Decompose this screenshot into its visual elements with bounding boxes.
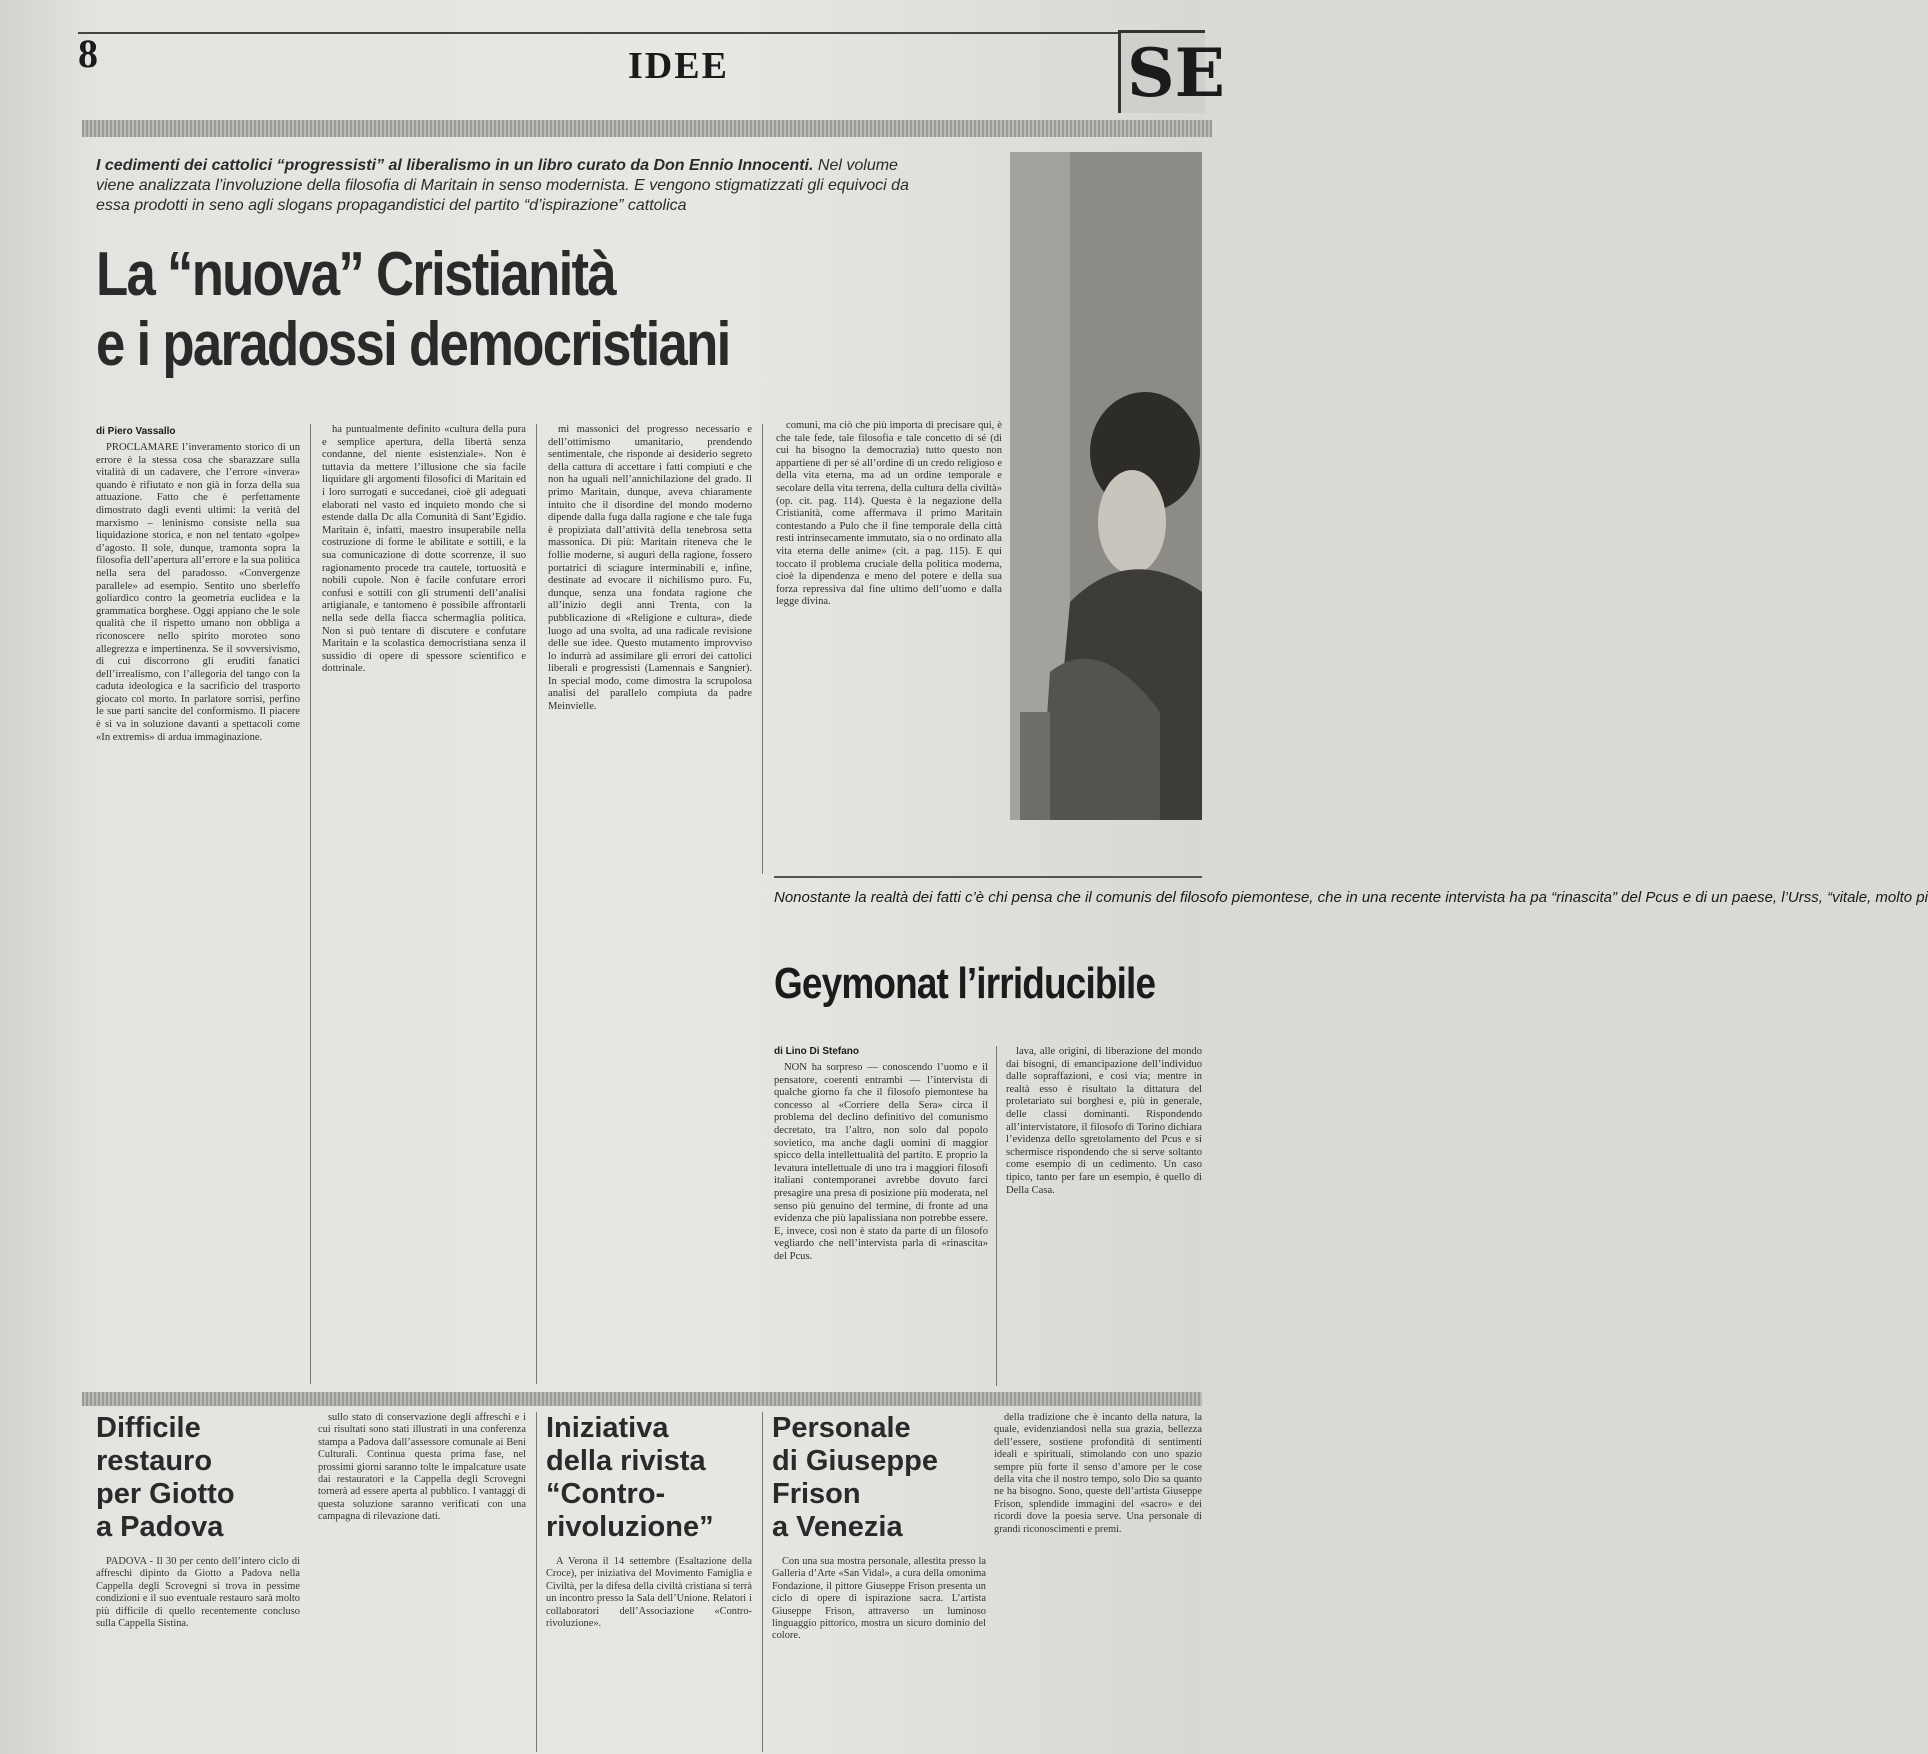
top-rule: [78, 32, 1118, 34]
brief-3-text-1: Con una sua mostra personale, allestita presso la Galleria d’Arte «San Vidal», a cura della omonima Fondazione, il pittore Giuseppe Frison presenta un ciclo di opere di ispirazione sacra. L’artista Giuseppe Frison, attraverso un luminoso linguaggio pittorico, mostra un sicuro dominio del colore.: [772, 1556, 986, 1642]
side-column-2-text: lava, alle origini, di liberazione del mondo dai bisogni, di emancipazione dell’individuo dalle sopraffazioni, e così via; mentre in realtà esso è risultato la dittatura del proletariato sui borghesi e, più in generale, delle classi dominanti. Rispondendo all’intervistatore, il filosofo di Torino dichiara l’evidenza dello sgretolamento del Pcus e si schermisce rispondendo che si serve soltanto come esempio di un cedimento. Un caso tipico, tanto per fare un esempio, è quello di Della Casa.: [1006, 1046, 1202, 1196]
masthead-fragment: [1118, 30, 1225, 113]
lead-kicker: [96, 156, 936, 216]
brief-1-text-1: PADOVA - Il 30 per cento dell’intero ciclo di affreschi dipinto da Giotto a Padova nella Cappella degli Scrovegni si trova in pessime condizioni e il suo eventuale restauro sarà molto più difficile di quello recentemente concluso sulla Cappella Sistina.: [96, 1556, 300, 1630]
side-rule: [774, 876, 1202, 878]
brief-3-column-1: [772, 1556, 986, 1752]
brief-3-headline: Personale di Giuseppe Frison a Venezia: [772, 1412, 938, 1543]
section-title: IDEE: [628, 45, 729, 87]
brief-2-column: [546, 1556, 752, 1752]
lead-kicker-bold: I cedimenti dei cattolici “progressisti” al liberalismo in un libro curato da Don Ennio Innocenti.: [96, 157, 814, 174]
brief-1-column-1: [96, 1556, 300, 1752]
brief-1-column-2: [318, 1412, 526, 1752]
lead-column-1-text: PROCLAMARE l’inveramento storico di un errore è la stessa cosa che sbarazzare sulla vitalità di un cadavere, che l’errore «invera» quando è rifiutato e non già in forza della sua attuazione. Fatto che è perfettamente dimostrato dagli eventi ultimi: la verità del marxismo – leninismo consiste nella sua liquidazione storica, e non nel tentato «golpe» d’agosto. Il sole, dunque, tramonta sopra la filosofia dell’apertura all’errore e la sua politica nella sera del paradosso. «Convergenze parallele» ad esempio. Sentito uno sberleffo goliardico contro la geometria euclidea e la grammatica borghese. Oggi appiano che le sole qualità che il rispetto umano non obbliga a riconoscere nello spirito moroteo sono allegrezza e impertinenza. Se il sovversivismo, di cui discorrono gli eruditi fanatici dell’irrealismo, con l’allegoria del tango con la caduta ideologica e la sacrificio del trasporto giocato col morto. In parlatore sorrisi, perfino le sue parti sancite del conformismo. Il piacere è si va in soluzione davanti a spettacoli come «In extremis» di ardua immaginazione.: [96, 442, 300, 743]
lead-photo: [1010, 152, 1202, 820]
side-kicker: Nonostante la realtà dei fatti c’è chi pensa che il comunis del filosofo piemontese, che in una recente intervista ha pa “rinascita” del Pcus e di un paese, l’Urss, “vitale, molto pi: [774, 889, 1928, 906]
brief-2-text: A Verona il 14 settembre (Esaltazione della Croce), per iniziativa del Movimento Famiglia e Civiltà, per la difesa della civiltà cristiana si terrà un incontro presso la Sala dell’Unione. Relatori i collaboratori dell’Associazione «Contro-rivoluzione».: [546, 1556, 752, 1630]
lead-column-2: [322, 424, 526, 1386]
masthead-text: SE: [1127, 34, 1225, 112]
lead-headline-line-2: e i paradossi democristiani: [96, 310, 730, 379]
side-column-2: [1006, 1046, 1202, 1386]
lead-byline: di Piero Vassallo: [96, 426, 176, 437]
column-rule: [536, 424, 537, 1384]
brief-1-headline: Difficile restauro per Giotto a Padova: [96, 1412, 235, 1543]
side-byline: di Lino Di Stefano: [774, 1046, 859, 1057]
brief-3-text-2: della tradizione che è incanto della natura, la quale, evidenziandosi nella sua grazia, bellezza dell’essere, sostiene profondità di sentimenti ideali e spirituali, stimolando con uno spazio sempre più forte il senso d’amore per le cose della vita che il nostro tempo, solo Dio sa quanto ne ha bisogno. Sono, queste dell’artista Giuseppe Frison, splendide immagini del «sacro» e dei ricordi dove la poesia serve. Una personale di grandi riconoscimenti e premi.: [994, 1412, 1202, 1535]
lead-column-2-text: ha puntualmente definito «cultura della pura e semplice apertura, della libertà senza condanne, del niente esistenziale». Non è tuttavia da mettere l’illusione che sia facile liquidare gli argomenti filosofici di Maritain ed i loro surrogati e succedanei, cioè gli adeguati elaborati nel vasto ed inquieto mondo che si estende dalla Dc alla Comunità di Sant’Egidio. Maritain è, infatti, maestro insuperabile nella costruzione di forme le abilitate e sottili, e la sua comunicazione di dotte scorrenze, il suo ragionamento procede tra cautele, tortuosità e nobili cupole. Non è facile confutare errori confusi e sottili con gli strumenti dell’analisi artigianale, e tantomeno è possibile affrontarli nella sede della fiacca schermaglia politica. Non si può tentare di discutere e confutare Maritain e la scolastica democristiana senza il sussidio di opere di spessore scientifico e dottrinale.: [322, 424, 526, 675]
brief-3-column-2: [994, 1412, 1202, 1752]
brief-2-headline: Iniziativa della rivista “Contro- rivoluzione”: [546, 1412, 714, 1543]
lead-column-3: [548, 424, 752, 1386]
lead-headline: [96, 240, 759, 380]
side-headline: Geymonat l’irriducibile: [774, 959, 1156, 1008]
lower-bar: [82, 1392, 1202, 1406]
brief-1-text-2: sullo stato di conservazione degli affreschi e i cui risultati sono stati illustrati in una conferenza stampa a Padova dall’assessore comunale ai Beni Culturali. Continua questa prima fase, nel prossimi giorni saranno tolte le impalcature usate dai restauratori e la Cappella degli Scrovegni tornerà ad essere aperta al pubblico. I vantaggi di questa soluzione saranno verificati con una campagna di rilevazione dati.: [318, 1412, 526, 1523]
lead-column-4-text: comuni, ma ciò che più importa di precisare qui, è che tale fede, tale filosofia e tale concetto di sé (di cui ha bisogno la democrazia) tutto questo non appartiene di per sé all’ordine di un credo religioso e della vita eterna, ma ad un ordine temporale e secolare della vita terrena, della cultura della civiltà» (op. cit. pag. 114). Questa è la negazione della Cristianità, come affermava il primo Maritain contestando a Pulo che il fine temporale della città resti intrinsecamente immutato, sia o no ordinato alla vita eterna delle anime» (cit. a pag. 115). E qui toccato il problema cruciale della politica moderna, cioè la dipendenza e meno del potere e della sua forza repressiva dal fine ultimo dell’uomo e dalla legge divina.: [776, 420, 1002, 608]
column-rule: [996, 1046, 997, 1386]
lead-column-1: [96, 442, 300, 1386]
page-number: 8: [78, 31, 98, 76]
column-rule: [762, 1412, 763, 1752]
lead-column-4: [776, 420, 1002, 868]
column-rule: [536, 1412, 537, 1752]
lead-headline-line-1: La “nuova” Cristianità: [96, 240, 615, 309]
column-rule: [310, 424, 311, 1384]
column-rule: [762, 424, 763, 874]
side-column-1: [774, 1062, 988, 1386]
side-column-1-text: NON ha sorpreso — conoscendo l’uomo e il pensatore, coerenti entrambi — l’intervista di qualche giorno fa che il filosofo piemontese ha concesso al «Corriere della Sera» circa il problema del declino definitivo del comunismo decretato, tra l’altro, non solo dal popolo sovietico, ma anche dagli uomini di maggior spicco della intellettualità del partito. E proprio la levatura intellettuale di uno tra i maggiori filosofi italiani contemporanei avrebbe dovuto farci presagire una presa di posizione più moderata, nel senso più genuino del termine, di fronte ad una evidenza che più lapalissiana non potrebbe essere. E, invece, così non è stato da parte di un filosofo vegliardo che nell’intervista parla di «rinascita» del Pcus.: [774, 1062, 988, 1262]
lead-column-3-text: mi massonici del progresso necessario e dell’ottimismo umanitario, prendendo sentimentale, che risponde ai desiderio segreto della cattura di accettare i fatti compiuti e che non ha uguali nell’annichilazione del grado. Il primo Maritain, dunque, aveva chiaramente intuito che il disordine del mondo moderno dipende dalla fuga dalla ragione e che tale fuga è propiziata dall’attività della tenebrosa setta massonica. Di più: Maritain riteneva che le follie moderne, si auguri della ragione, fossero portatrici di sciagure interminabili e, infine, destinate ad evocare il nichilismo puro. Fu, dunque, senza una fondata ragione che all’inizio degli anni Trenta, con la pubblicazione di «Religione e cultura», diede luogo ad una svolta, ad una radicale revisione delle sue idee. Questo mutamento improvviso lo indurrà ad assimilare gli errori dei cattolici liberali e progressisti (Lamennais e Sangnier). In special modo, come dimostra la scrupolosa analisi del parallelo compiuta da padre Meinvielle.: [548, 424, 752, 713]
lead-kicker-text: Nel volume viene analizzata l’involuzione della filosofia di Maritain in senso modernista. E vengono stigmatizzati gli equivoci da essa prodotti in seno agli slogans propagandistici del partito “d’ispirazione” cattolica: [96, 157, 909, 214]
banner-bar: [82, 120, 1212, 137]
portrait-illustration: [1010, 152, 1202, 820]
